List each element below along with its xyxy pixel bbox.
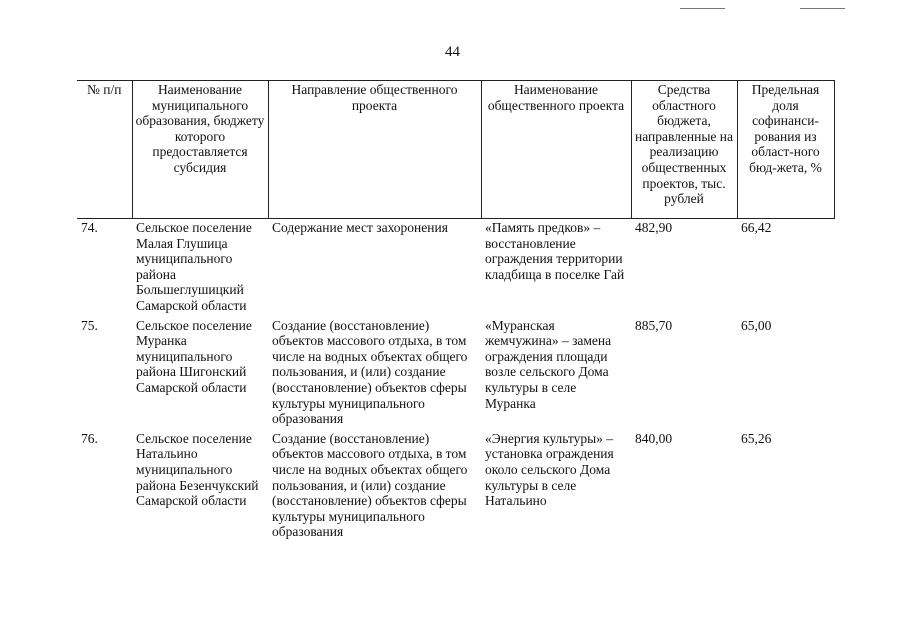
table-row <box>77 219 834 317</box>
row-direction: Создание (восстановление) объектов массового отдыха, в том числе на водных объектах общего пользования, и (или) создание (восстановление) объектов сферы культуры муниципального образования <box>272 317 468 427</box>
row-municipality: Сельское поселение Натальино муниципального района Безенчукский Самарской области <box>136 430 259 509</box>
scan-mark-line <box>800 8 845 9</box>
row-municipality: Сельское поселение Муранка муниципального района Шигонский Самарской области <box>136 317 252 395</box>
table-row <box>77 317 834 430</box>
header-share: Предельная доля софинанси-рования из област-ного бюд-жета, % <box>737 81 834 219</box>
header-municipality: Наименование муниципального образования, бюджету которого предоставляется субсидия <box>132 81 268 219</box>
header-amount: Средства областного бюджета, направленные на реализацию общественных проектов, тыс. рублей <box>631 81 737 219</box>
table-row <box>77 430 834 543</box>
table-header-row <box>77 81 834 219</box>
row-share: 65,26 <box>741 430 772 446</box>
scan-mark-line <box>680 8 725 9</box>
row-project: «Муранская жемчужина» – замена ограждения площади возле сельского Дома культуры в селе Муранка <box>485 317 612 411</box>
row-project: «Память предков» – восстановление ограждения территории кладбища в поселке Гай <box>485 220 625 282</box>
subsidy-table <box>77 80 835 543</box>
row-amount: 482,90 <box>635 220 673 235</box>
header-direction: Направление общественного проекта <box>268 81 481 219</box>
row-number: 76. <box>81 430 98 446</box>
row-municipality: Сельское поселение Малая Глушица муниципального района Большеглушицкий Самарской области <box>136 220 252 313</box>
row-share: 66,42 <box>741 220 772 235</box>
row-direction: Содержание мест захоронения <box>272 220 448 235</box>
header-number: № п/п <box>77 81 132 219</box>
page-number: 44 <box>445 44 460 60</box>
row-direction: Создание (восстановление) объектов массового отдыха, в том числе на водных объектах общего пользования, и (или) создание (восстановление) объектов сферы культуры муниципального образования <box>272 430 468 540</box>
row-amount: 840,00 <box>635 430 673 446</box>
row-share: 65,00 <box>741 317 772 333</box>
header-project: Наименование общественного проекта <box>481 81 631 219</box>
row-amount: 885,70 <box>635 317 673 333</box>
row-number: 74. <box>81 220 98 235</box>
row-project: «Энергия культуры» – установка ограждения около сельского Дома культуры в селе Натальино <box>485 430 614 509</box>
row-number: 75. <box>81 317 98 333</box>
